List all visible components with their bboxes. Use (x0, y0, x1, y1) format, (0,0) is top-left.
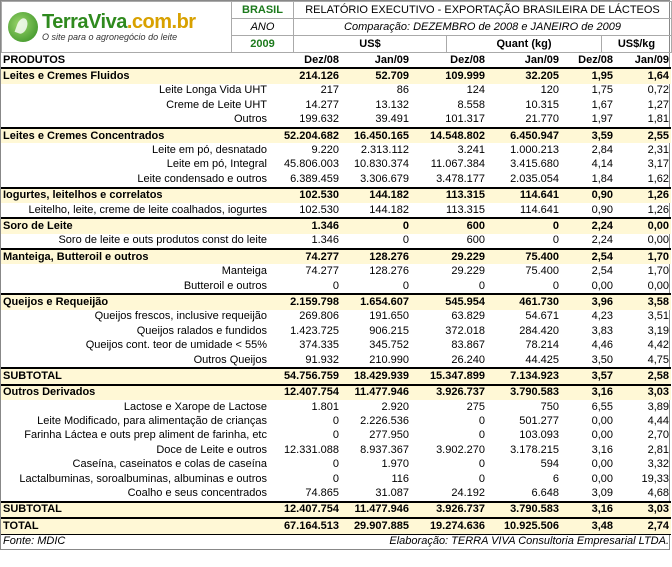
row-value: 3,32 (647, 458, 669, 471)
row-label: Leite em pó, desnatado (152, 144, 267, 157)
row-label: Caseína, caseinatos e colas de caseína (72, 458, 267, 471)
row-value: 3.415.680 (510, 158, 559, 171)
group-row (1, 294, 671, 309)
row-label: Leites e Cremes Concentrados (1, 128, 269, 143)
row-value: 501.277 (519, 415, 559, 428)
row-value: 3.926.737 (411, 385, 487, 400)
row-value: 4,44 (647, 415, 669, 428)
row-value: 0,00 (591, 472, 613, 485)
row-value: 113.315 (411, 188, 487, 203)
report-title: RELATÓRIO EXECUTIVO - EXPORTAÇÃO BRASILEIRA DE LÁCTEOS (294, 2, 672, 19)
row-value: 3,48 (561, 518, 615, 534)
row-value: 52.204.682 (269, 128, 341, 143)
row-value: 102.530 (299, 203, 339, 216)
row-value: 18.429.939 (341, 368, 411, 384)
row-value: 3.790.583 (487, 385, 561, 400)
row-label: Leitelho, leite, creme de leite coalhados, iogurtes (28, 203, 267, 216)
col-usdkg-jan: Jan/09 (615, 53, 671, 68)
row-value: 3,09 (591, 487, 613, 500)
row-value: 3,58 (615, 294, 671, 309)
row-value: 1.346 (311, 234, 339, 247)
row-value: 128.276 (369, 265, 409, 278)
row-label: Soro de leite e outs produtos const do leite (58, 234, 267, 247)
row-value: 83.867 (451, 339, 485, 352)
row-value: 2,54 (561, 249, 615, 264)
row-label: Creme de Leite UHT (166, 98, 267, 111)
row-value: 3,59 (561, 128, 615, 143)
row-value: 1,27 (647, 98, 669, 111)
row-value: 21.770 (525, 113, 559, 126)
row-value: 19.274.636 (411, 518, 487, 534)
row-value: 1,84 (591, 172, 613, 185)
row-value: 52.709 (341, 68, 411, 83)
row-value: 1.801 (311, 400, 339, 413)
terraviva-logo-icon (8, 12, 38, 42)
row-value: 2.035.054 (510, 172, 559, 185)
table-row (1, 234, 671, 249)
row-value: 0,90 (591, 203, 613, 216)
row-value: 31.087 (375, 487, 409, 500)
row-value: 372.018 (445, 324, 485, 337)
row-value: 3,16 (561, 385, 615, 400)
row-value: 2,31 (647, 144, 669, 157)
row-label: Lactose e Xarope de Lactose (123, 400, 267, 413)
table-row (1, 264, 671, 278)
year-value: 2009 (232, 36, 294, 53)
row-value: 6 (552, 472, 559, 485)
row-value: 0,00 (591, 415, 613, 428)
row-value: 6.389.459 (290, 172, 339, 185)
row-value: 0 (552, 279, 559, 292)
row-value: 3,03 (615, 385, 671, 400)
row-value: 0,90 (561, 188, 615, 203)
row-value: 0 (332, 472, 339, 485)
row-label: Butteroil e outros (183, 279, 267, 292)
row-value: 3,96 (561, 294, 615, 309)
row-value: 144.182 (369, 203, 409, 216)
row-value: 86 (396, 84, 409, 97)
row-value: 124 (466, 84, 485, 97)
row-value: 54.671 (525, 310, 559, 323)
row-value: 0,00 (647, 279, 669, 292)
table-row (1, 203, 671, 218)
row-value: 29.229 (451, 265, 485, 278)
row-value: 0 (332, 279, 339, 292)
row-value: 545.954 (411, 294, 487, 309)
row-value: 24.192 (451, 487, 485, 500)
row-value: 74.277 (305, 265, 339, 278)
row-value: 284.420 (519, 324, 559, 337)
table-row (1, 486, 671, 501)
row-value: 101.317 (445, 113, 485, 126)
row-value: 15.347.899 (411, 368, 487, 384)
row-value: 16.450.165 (341, 128, 411, 143)
row-label: Leite Longa Vida UHT (158, 84, 267, 97)
row-value: 2.313.112 (360, 144, 409, 157)
row-value: 1.346 (269, 218, 341, 233)
row-value: 10.830.374 (353, 158, 409, 171)
comparison-text: Comparação: DEZEMBRO de 2008 e JANEIRO de 2009 (294, 19, 672, 36)
row-value: 199.632 (299, 113, 339, 126)
logo (2, 2, 232, 53)
group-row (1, 218, 671, 233)
row-value: 1.423.725 (290, 324, 339, 337)
col-usd-header: US$ (359, 38, 381, 50)
row-value: 3.902.270 (436, 443, 485, 456)
row-value: 6.450.947 (487, 128, 561, 143)
row-value: 75.400 (487, 249, 561, 264)
row-value: 277.950 (369, 429, 409, 442)
col-usdkg-header: US$/kg (602, 36, 672, 52)
table-row (1, 353, 671, 368)
row-value: 10.925.506 (487, 518, 561, 534)
row-value: 102.530 (269, 188, 341, 203)
row-value: 113.315 (446, 203, 485, 216)
row-value: 39.491 (375, 113, 409, 126)
row-value: 2,81 (647, 443, 669, 456)
row-value: 2,74 (615, 518, 671, 534)
row-value: 44.425 (525, 353, 559, 366)
row-value: 750 (540, 400, 559, 413)
row-label: Leite condensado e outros (137, 172, 267, 185)
row-label: Outros Queijos (193, 353, 267, 366)
row-value: 4,14 (591, 158, 613, 171)
row-label: Queijos e Requeijão (1, 294, 269, 309)
row-value: 54.756.759 (269, 368, 341, 384)
row-value: 3.478.177 (436, 172, 485, 185)
subtotal-row (1, 368, 671, 384)
row-value: 63.829 (451, 310, 485, 323)
row-value: 3,03 (615, 502, 671, 518)
col-qty-dez: Dez/08 (411, 53, 487, 68)
column-header-row (1, 53, 671, 68)
table-row (1, 310, 671, 324)
row-value: 2,58 (615, 368, 671, 384)
row-value: 600 (466, 234, 485, 247)
row-value: 4,46 (591, 339, 613, 352)
row-value: 11.477.946 (341, 502, 411, 518)
group-row (1, 128, 671, 143)
row-value: 1,70 (647, 265, 669, 278)
year-label: ANO (232, 19, 294, 36)
row-value: 29.229 (411, 249, 487, 264)
row-label: Leites e Cremes Fluidos (1, 68, 269, 83)
table-row (1, 98, 671, 112)
table-row (1, 143, 671, 157)
source-note: Fonte: MDIC (1, 534, 269, 549)
col-usd-dez: Dez/08 (269, 53, 341, 68)
row-value: 2,24 (591, 234, 613, 247)
country-label: BRASIL (232, 2, 294, 19)
row-value: 0 (402, 279, 409, 292)
row-label: Outros (233, 113, 267, 126)
row-value: 0 (552, 234, 559, 247)
brand-name: TerraViva.com.br (42, 11, 196, 33)
row-value: 78.214 (525, 339, 559, 352)
table-row (1, 84, 671, 98)
row-value: 144.182 (341, 188, 411, 203)
col-usd-jan: Jan/09 (341, 53, 411, 68)
row-value: 2.226.536 (360, 415, 409, 428)
table-row (1, 279, 671, 294)
row-label: SUBTOTAL (1, 368, 269, 384)
row-value: 1,70 (615, 249, 671, 264)
row-label: Soro de Leite (1, 218, 269, 233)
row-value: 12.331.088 (283, 443, 339, 456)
table-row (1, 429, 671, 443)
row-value: 3,57 (561, 368, 615, 384)
row-value: 4,68 (647, 487, 669, 500)
row-value: 0 (402, 234, 409, 247)
row-value: 2,84 (591, 144, 613, 157)
row-value: 75.400 (525, 265, 559, 278)
row-value: 0 (478, 279, 485, 292)
row-value: 1,95 (561, 68, 615, 83)
row-value: 214.126 (269, 68, 341, 83)
row-value: 114.641 (520, 203, 559, 216)
row-label: TOTAL (1, 518, 269, 534)
col-qty-header: Quant (kg) (447, 36, 602, 52)
row-value: 374.335 (299, 339, 339, 352)
row-value: 91.932 (305, 353, 339, 366)
group-row (1, 249, 671, 264)
row-value: 0 (341, 218, 411, 233)
row-value: 0 (478, 472, 485, 485)
table-row (1, 113, 671, 128)
row-value: 0 (332, 415, 339, 428)
row-value: 269.806 (299, 310, 339, 323)
row-value: 0,00 (647, 234, 669, 247)
table-row (1, 172, 671, 187)
row-value: 1,62 (647, 172, 669, 185)
row-value: 11.067.384 (430, 158, 485, 171)
col-products: PRODUTOS (1, 53, 269, 68)
row-value: 6.648 (531, 487, 559, 500)
row-value: 8.558 (457, 98, 485, 111)
row-label: Queijos ralados e fundidos (136, 324, 267, 337)
row-value: 29.907.885 (341, 518, 411, 534)
group-row (1, 188, 671, 203)
row-value: 3,51 (647, 310, 669, 323)
row-label: Coalho e seus concentrados (127, 487, 267, 500)
row-value: 2,54 (591, 265, 613, 278)
row-value: 1,64 (615, 68, 671, 83)
row-value: 109.999 (411, 68, 487, 83)
row-value: 0 (332, 429, 339, 442)
row-value: 594 (540, 458, 559, 471)
row-value: 120 (540, 84, 559, 97)
row-label: Lactalbuminas, soroalbuminas, albuminas e outros (19, 472, 267, 485)
table-row (1, 458, 671, 472)
row-value: 461.730 (487, 294, 561, 309)
row-value: 45.806.003 (283, 158, 339, 171)
row-value: 1,81 (647, 113, 669, 126)
row-value: 32.205 (487, 68, 561, 83)
row-value: 345.752 (369, 339, 409, 352)
row-value: 3,16 (561, 502, 615, 518)
row-value: 210.990 (369, 353, 409, 366)
report-header (1, 1, 672, 53)
row-value: 0,00 (591, 429, 613, 442)
row-value: 0 (487, 218, 561, 233)
row-value: 1,75 (591, 84, 613, 97)
row-value: 4,23 (591, 310, 613, 323)
row-value: 0 (478, 415, 485, 428)
row-value: 67.164.513 (269, 518, 341, 534)
row-value: 3,50 (591, 353, 613, 366)
row-value: 191.650 (369, 310, 409, 323)
group-row (1, 385, 671, 400)
row-value: 74.277 (269, 249, 341, 264)
row-value: 10.315 (525, 98, 559, 111)
row-value: 103.093 (519, 429, 559, 442)
row-value: 14.548.802 (411, 128, 487, 143)
row-value: 12.407.754 (269, 502, 341, 518)
row-value: 7.134.923 (487, 368, 561, 384)
row-label: Outros Derivados (1, 385, 269, 400)
col-usdkg-dez: Dez/08 (561, 53, 615, 68)
row-value: 1,26 (647, 203, 669, 216)
row-value: 8.937.367 (360, 443, 409, 456)
table-row (1, 338, 671, 352)
row-value: 3,17 (647, 158, 669, 171)
row-label: Queijos cont. teor de umidade < 55% (85, 339, 267, 352)
row-value: 2.920 (381, 400, 409, 413)
row-value: 3,19 (647, 324, 669, 337)
row-value: 2.159.798 (269, 294, 341, 309)
row-value: 2,24 (561, 218, 615, 233)
row-value: 11.477.946 (341, 385, 411, 400)
row-value: 0,72 (647, 84, 669, 97)
row-value: 906.215 (369, 324, 409, 337)
row-value: 19,33 (641, 472, 669, 485)
row-label: Manteiga, Butteroil e outros (1, 249, 269, 264)
brand-tagline: O site para o agronegócio do leite (42, 32, 178, 42)
row-value: 114.641 (487, 188, 561, 203)
row-value: 128.276 (341, 249, 411, 264)
row-value: 1.654.607 (341, 294, 411, 309)
table-row (1, 400, 671, 414)
row-value: 3.178.215 (510, 443, 559, 456)
row-label: Leite em pó, Integral (166, 158, 267, 171)
row-label: Iogurtes, leitelhos e correlatos (1, 188, 269, 203)
row-value: 1.000.213 (510, 144, 559, 157)
table-row (1, 324, 671, 338)
subtotal-row (1, 502, 671, 518)
row-label: Manteiga (221, 265, 267, 278)
col-qty-jan: Jan/09 (487, 53, 561, 68)
row-value: 3.241 (457, 144, 485, 157)
credit-note: Elaboração: TERRA VIVA Consultoria Empresarial LTDA. (269, 534, 671, 549)
row-value: 1,97 (591, 113, 613, 126)
row-value: 116 (391, 472, 409, 485)
row-value: 4,42 (647, 339, 669, 352)
row-value: 3,83 (591, 324, 613, 337)
row-label: Doce de Leite e outros (156, 443, 267, 456)
row-value: 0 (332, 458, 339, 471)
row-value: 3.926.737 (411, 502, 487, 518)
row-value: 3,16 (591, 443, 613, 456)
row-label: Farinha Láctea e outs prep aliment de farinha, etc (24, 429, 267, 442)
table-row (1, 472, 671, 486)
row-value: 6,55 (591, 400, 613, 413)
row-value: 275 (466, 400, 485, 413)
row-value: 3.790.583 (487, 502, 561, 518)
row-value: 0,00 (615, 218, 671, 233)
row-value: 0,00 (591, 458, 613, 471)
row-value: 74.865 (305, 487, 339, 500)
row-value: 14.277 (305, 98, 339, 111)
row-value: 2,70 (647, 429, 669, 442)
total-row (1, 518, 671, 534)
row-value: 9.220 (311, 144, 339, 157)
row-value: 1,67 (591, 98, 613, 111)
row-value: 0,00 (591, 279, 613, 292)
row-value: 12.407.754 (269, 385, 341, 400)
row-value: 26.240 (451, 353, 485, 366)
table-row (1, 414, 671, 428)
export-table (1, 53, 671, 549)
row-label: SUBTOTAL (1, 502, 269, 518)
row-value: 0 (478, 458, 485, 471)
table-row (1, 443, 671, 457)
row-value: 3.306.679 (360, 172, 409, 185)
row-value: 4,75 (647, 353, 669, 366)
row-value: 1,26 (615, 188, 671, 203)
row-value: 217 (320, 84, 339, 97)
footer-row (1, 534, 671, 549)
row-value: 0 (478, 429, 485, 442)
row-label: Leite Modificado, para alimentação de crianças (37, 415, 267, 428)
row-value: 2,55 (615, 128, 671, 143)
row-value: 3,89 (647, 400, 669, 413)
row-value: 1.970 (381, 458, 409, 471)
group-row (1, 68, 671, 83)
row-value: 600 (411, 218, 487, 233)
row-value: 13.132 (375, 98, 409, 111)
table-row (1, 158, 671, 172)
row-label: Queijos frescos, inclusive requeijão (94, 310, 267, 323)
